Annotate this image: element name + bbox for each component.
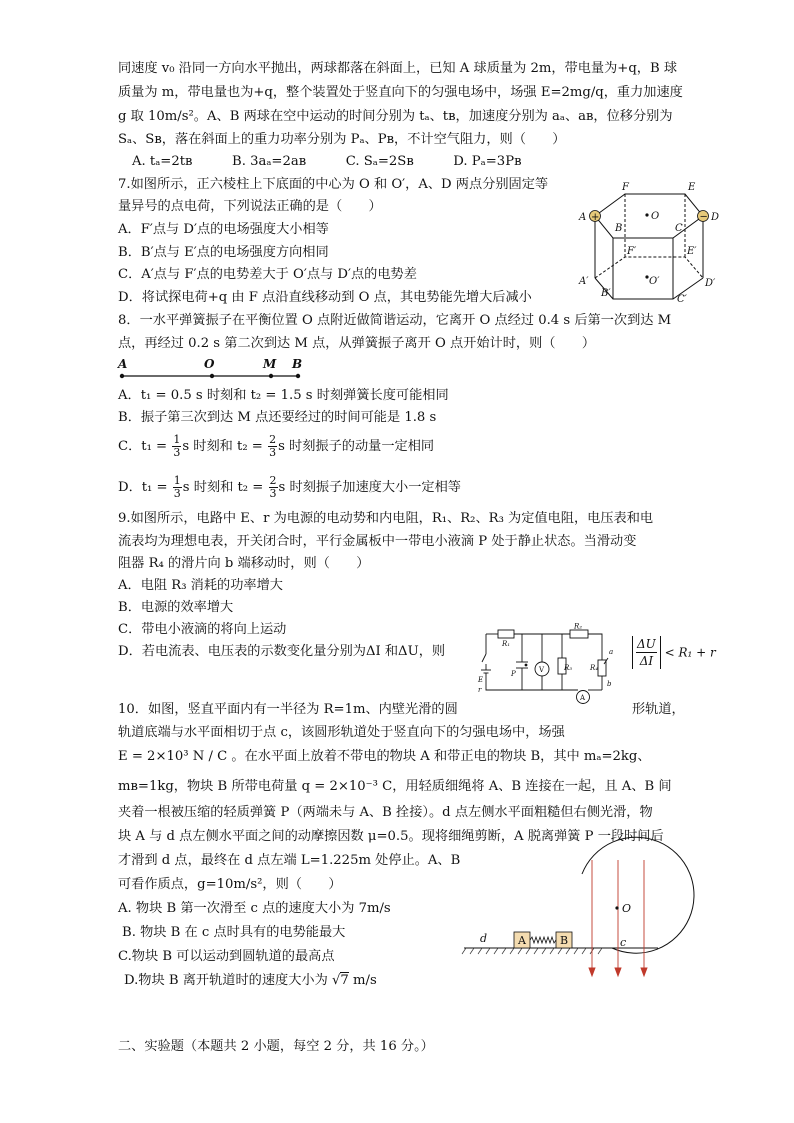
q10-option-d: D.物块 B 离开轨道时的速度大小为 √7 m/s	[124, 973, 377, 988]
q6-line-2: 质量为 m，带电量也为+q，整个装置处于竖直向下的匀强电场中，场强 E=2mg/q，重力加速度	[118, 85, 683, 100]
q8-stem-1: 8．一水平弹簧振子在平衡位置 O 点附近做简谐运动，它离开 O 点经过 0.4 s 后第一次到达 M	[118, 313, 672, 328]
spring-P	[530, 937, 556, 943]
q6-line-3: g 取 10m/s²。A、B 两球在空中运动的时间分别为 tₐ、tʙ，加速度分别为 aₐ、aʙ，位移分别为	[118, 109, 673, 124]
section-2-heading: 二、实验题（本题共 2 小题，每空 2 分，共 16 分。）	[118, 1039, 434, 1054]
q6-line-4: Sₐ、Sʙ，落在斜面上的重力功率分别为 Pₐ、Pʙ，不计空气阻力，则（ ）	[118, 132, 566, 147]
svg-text:R₁: R₁	[502, 640, 511, 648]
minus-sign: −	[699, 211, 708, 223]
label-F-prime: F′	[627, 246, 637, 257]
svg-text:E: E	[478, 676, 484, 684]
fraction-two-thirds: $\frac{2}{3}$	[269, 474, 277, 500]
circular-track-figure	[462, 856, 662, 986]
circuit-diagram	[478, 624, 626, 702]
q9-stem-2: 流表均为理想电表，开关闭合时，平行金属板中一带电小液滴 P 处于静止状态。当滑动变	[118, 534, 637, 549]
axis-label-A: A	[118, 357, 128, 371]
oscillator-axis-figure	[116, 356, 306, 384]
q9-inequality: $\frac{\Delta U}{\Delta I}$ < R₁ + r	[632, 636, 716, 669]
q9-stem-1: 9.如图所示，电路中 E、r 为电源的电动势和内电阻，R₁、R₂、R₃ 为定值电阻，电压表和电	[118, 511, 654, 526]
q8-option-a: A．t₁ = 0.5 s 时刻和 t₂ = 1.5 s 时刻弹簧长度可能相同	[118, 388, 449, 403]
q10-option-b: B. 物块 B 在 c 点时具有的电势能最大	[122, 925, 346, 940]
label-A-prime: A′	[579, 276, 589, 287]
q6-line-1: 同速度 v₀ 沿同一方向水平抛出，两球都落在斜面上，已知 A 球质量为 2m，带电量为+q，B 球	[118, 61, 678, 76]
svg-text:A: A	[518, 934, 526, 947]
label-D: D	[711, 212, 720, 223]
resistor-r1	[498, 630, 514, 638]
svg-text:d: d	[480, 932, 488, 945]
fraction-one-third: $\frac{1}{3}$	[173, 433, 181, 459]
q10-stem-1a: 10．如图，竖直平面内有一半径为 R=1m、内壁光滑的圆	[118, 702, 458, 717]
svg-text:A: A	[580, 694, 586, 702]
q9-option-d: D．若电流表、电压表的示数变化量分别为ΔI 和ΔU，则	[118, 644, 446, 659]
q9-stem-3: 阻器 R₄ 的滑片向 b 端移动时，则（ ）	[118, 556, 370, 571]
fraction-one-third: $\frac{1}{3}$	[173, 474, 181, 500]
axis-label-M: M	[263, 357, 277, 371]
svg-text:a: a	[609, 648, 614, 656]
svg-text:c: c	[620, 936, 627, 949]
fraction-two-thirds: $\frac{2}{3}$	[269, 433, 277, 459]
label-D-prime: D′	[705, 278, 716, 289]
q10-stem-5: 夹着一根被压缩的轻质弹簧 P（两端未与 A、B 拴接）。d 点左侧水平面粗糙但右侧光滑，物	[118, 805, 653, 820]
hexagonal-prism-figure	[575, 180, 720, 305]
label-C: C	[675, 223, 683, 234]
label-O: O	[651, 211, 660, 222]
q7-option-b: B．B′点与 E′点的电场强度方向相同	[118, 245, 329, 260]
label-E: E	[688, 182, 696, 193]
q10-stem-8: 可看作质点，g=10m/s²，则（ ）	[118, 877, 342, 892]
axis-label-O: O	[204, 357, 215, 371]
sqrt-seven: √7	[332, 973, 349, 988]
q8-option-d: D．t₁ = $\frac{1}{3}$ s 时刻和 t₂ = $\frac{2}{3}$ s 时刻振子加速度大小一定相等	[118, 474, 461, 500]
svg-text:b: b	[607, 680, 612, 688]
q10-option-c: C.物块 B 可以运动到圆轨道的最高点	[118, 949, 335, 964]
svg-text:B: B	[560, 934, 569, 947]
label-B: B	[615, 223, 623, 234]
label-E-prime: E′	[687, 246, 697, 257]
plus-sign: +	[591, 212, 600, 223]
label-F: F	[622, 182, 629, 193]
svg-text:r: r	[478, 686, 482, 694]
q9-option-a: A．电阻 R₃ 消耗的功率增大	[118, 578, 283, 593]
label-A: A	[579, 212, 587, 223]
svg-text:V: V	[539, 666, 545, 674]
q7-stem-2: 量异号的点电荷，下列说法正确的是（ ）	[118, 199, 382, 214]
svg-text:R₄: R₄	[590, 664, 599, 672]
axis-label-B: B	[292, 357, 303, 371]
resistor-r2	[570, 630, 588, 638]
label-O-prime: O′	[649, 276, 660, 287]
svg-text:R₂: R₂	[574, 622, 583, 631]
svg-text:O: O	[622, 902, 632, 915]
q8-option-c: C．t₁ = $\frac{1}{3}$ s 时刻和 t₂ = $\frac{2}{3}$ s 时刻振子的动量一定相同	[118, 433, 435, 459]
q10-stem-4: mʙ=1kg，物块 B 所带电荷量 q = 2×10⁻³ C，用轻质细绳将 A、B 连接在一起，且 A、B 间	[118, 779, 672, 794]
q8-option-b: B．振子第三次到达 M 点还要经过的时间可能是 1.8 s	[118, 410, 437, 425]
q10-stem-7: 才滑到 d 点，最终在 d 点左端 L=1.225m 处停止。A、B	[118, 853, 461, 868]
q10-stem-1b: 形轨道，	[632, 702, 685, 717]
svg-text:P: P	[511, 670, 516, 678]
label-B-prime: B′	[601, 288, 611, 299]
q6-options: A. tₐ=2tʙ B. 3aₐ=2aʙ C. Sₐ=2Sʙ D. Pₐ=3Pʙ	[132, 154, 522, 169]
q9-option-b: B．电源的效率增大	[118, 600, 234, 615]
q7-option-c: C．A′点与 F′点的电势差大于 O′点与 D′点的电势差	[118, 267, 417, 282]
svg-text:R₃: R₃	[564, 664, 573, 672]
q10-stem-6: 块 A 与 d 点左侧水平面之间的动摩擦因数 μ=0.5。现将细绳剪断，A 脱离弹簧 P 一段时间后	[118, 829, 664, 844]
q10-option-a: A. 物块 B 第一次滑至 c 点的速度大小为 7m/s	[118, 901, 391, 916]
q8-stem-2: 点，再经过 0.2 s 第二次到达 M 点，从弹簧振子离开 O 点开始计时，则（ ）	[118, 336, 596, 351]
q10-stem-3: E = 2×10³ N / C 。在水平面上放着不带电的物块 A 和带正电的物块 B，其中 mₐ=2kg、	[118, 749, 651, 764]
q7-option-d: D．将试探电荷+q 由 F 点沿直线移动到 O 点，其电势能先增大后减小	[118, 290, 532, 305]
q7-option-a: A．F′点与 D′点的电场强度大小相等	[118, 222, 329, 237]
label-C-prime: C′	[677, 294, 687, 305]
q10-stem-2: 轨道底端与水平面相切于点 c，该圆形轨道处于竖直向下的匀强电场中，场强	[118, 725, 565, 740]
q9-option-c: C．带电小液滴的将向上运动	[118, 622, 287, 637]
q7-stem-1: 7.如图所示，正六棱柱上下底面的中心为 O 和 O′，A、D 两点分别固定等	[118, 177, 549, 192]
